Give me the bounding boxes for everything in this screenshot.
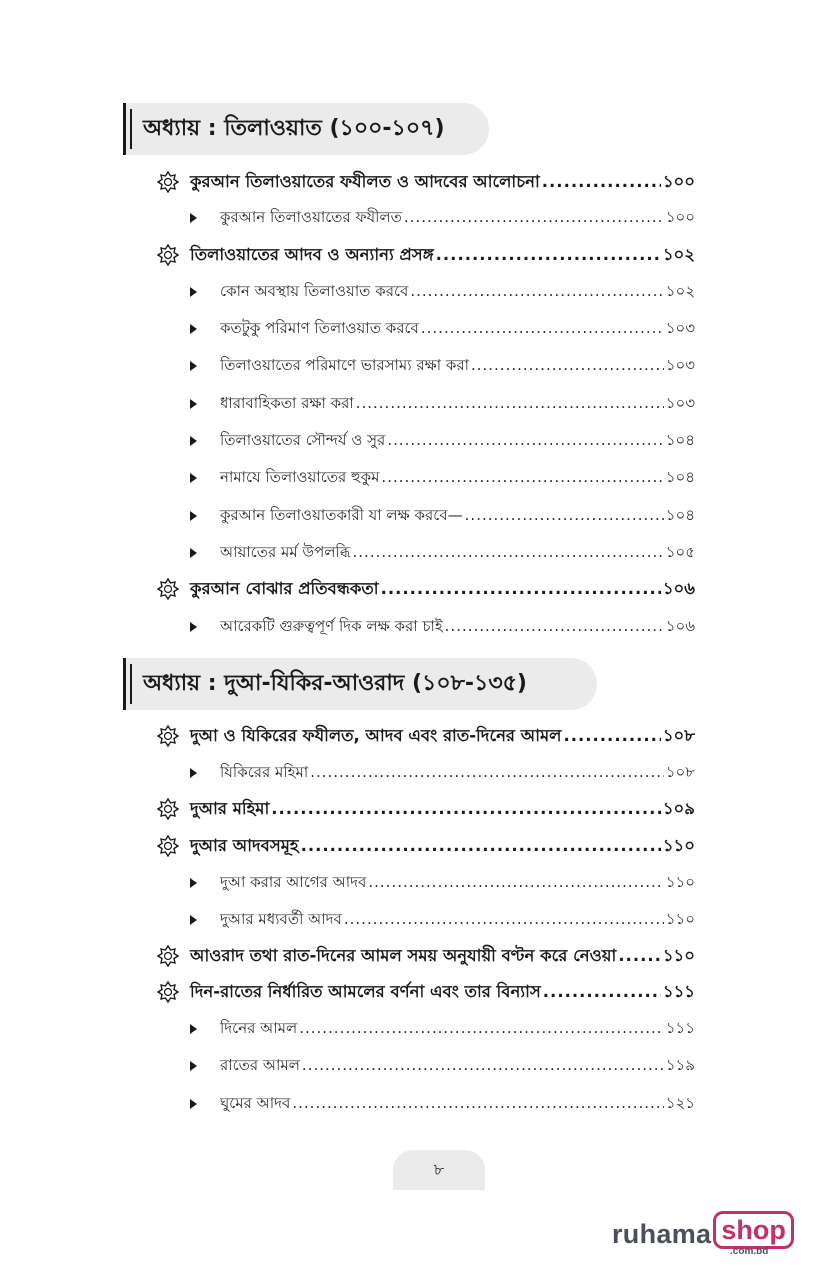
dot-leader xyxy=(353,543,664,561)
toc-entry-label: দুআ ও যিকিরের ফযীলত, আদব এবং রাত-দিনের আমল xyxy=(190,725,562,745)
brand-logo xyxy=(612,1211,794,1259)
toc-subentry[interactable] xyxy=(0,313,825,345)
toc-subentry[interactable] xyxy=(0,425,825,457)
dot-leader xyxy=(344,910,664,928)
toc-entry-label: দিন-রাতের নির্ধারিত আমলের বর্ণনা এবং তার বিন্যাস xyxy=(190,981,541,1001)
dot-leader xyxy=(302,1056,664,1074)
triangle-bullet-icon xyxy=(186,1022,200,1036)
header-bar xyxy=(130,109,132,149)
toc-subentry-label: দুআর মধ্যবর্তী আদব xyxy=(220,909,342,928)
toc-page-number: ১০২ xyxy=(662,244,695,264)
toc-page-number: ১২১ xyxy=(665,1093,695,1112)
flower-star-icon xyxy=(157,981,179,1003)
toc-subentry-label: ঘুমের আদব xyxy=(220,1093,291,1112)
toc-subentry[interactable] xyxy=(0,350,825,382)
toc-subentry[interactable] xyxy=(0,500,825,532)
toc-page-number: ১০৬ xyxy=(665,616,695,635)
triangle-bullet-icon xyxy=(186,211,200,225)
toc-page-number: ১০৪ xyxy=(665,430,695,449)
toc-page-number: ১১৯ xyxy=(665,1055,695,1074)
toc-subentry-label: নামাযে তিলাওয়াতের হুকুম xyxy=(220,467,380,486)
dot-leader xyxy=(271,799,661,818)
page-number: ৮ xyxy=(433,1159,445,1179)
toc-page-number: ১০২ xyxy=(665,281,695,300)
dot-leader xyxy=(421,319,664,337)
toc-subentry[interactable] xyxy=(0,1050,825,1082)
toc-subentry[interactable] xyxy=(0,537,825,569)
flower-star-icon xyxy=(157,171,179,193)
flower-star-icon xyxy=(157,945,179,967)
toc-entry[interactable] xyxy=(0,976,825,1008)
dot-leader xyxy=(436,245,661,264)
toc-subentry[interactable] xyxy=(0,904,825,936)
triangle-bullet-icon xyxy=(186,285,200,299)
dot-leader xyxy=(368,873,663,891)
toc-entry[interactable] xyxy=(0,793,825,825)
dot-leader xyxy=(356,394,664,412)
toc-entry-label: কুরআন তিলাওয়াতের ফযীলত ও আদবের আলোচনা xyxy=(190,171,540,191)
dot-leader xyxy=(618,946,661,965)
toc-subentry[interactable] xyxy=(0,611,825,643)
flower-star-icon xyxy=(157,244,179,266)
triangle-bullet-icon xyxy=(186,1097,200,1111)
triangle-bullet-icon xyxy=(186,913,200,927)
toc-subentry[interactable] xyxy=(0,757,825,789)
dot-leader xyxy=(387,431,663,449)
toc-entry[interactable] xyxy=(0,573,825,605)
brand-name: ruhama xyxy=(612,1219,712,1249)
dot-leader xyxy=(465,506,664,524)
chapter-title: অধ্যায় : তিলাওয়াত (১০০-১০৭) xyxy=(143,115,445,141)
dot-leader xyxy=(410,282,663,300)
toc-page-number: ১০৬ xyxy=(662,578,695,598)
flower-star-icon xyxy=(157,798,179,820)
toc-subentry[interactable] xyxy=(0,462,825,494)
chapter-title: অধ্যায় : দুআ-যিকির-আওরাদ (১০৮-১৩৫) xyxy=(143,670,527,696)
dot-leader xyxy=(404,208,664,226)
header-bar xyxy=(123,658,126,710)
toc-entry-label: দুআর আদবসমূহ xyxy=(190,835,299,855)
toc-page-number: ১১১ xyxy=(662,981,695,1001)
brand-shop-text: shop xyxy=(721,1214,786,1245)
toc-subentry-label: কুরআন তিলাওয়াতকারী যা লক্ষ করবে— xyxy=(220,505,463,524)
toc-subentry-label: কতটুকু পরিমাণ তিলাওয়াত করবে xyxy=(220,318,419,337)
header-bar xyxy=(130,664,132,704)
dot-leader xyxy=(471,356,664,374)
dot-leader xyxy=(292,1094,663,1112)
triangle-bullet-icon xyxy=(186,322,200,336)
header-bar xyxy=(123,103,126,155)
toc-subentry[interactable] xyxy=(0,867,825,899)
toc-subentry-label: রাতের আমল xyxy=(220,1055,300,1074)
toc-page-number: ১১০ xyxy=(662,945,695,965)
toc-subentry-label: আরেকটি গুরুত্বপূর্ণ দিক লক্ষ করা চাই xyxy=(220,616,443,635)
dot-leader xyxy=(563,726,660,745)
dot-leader xyxy=(310,763,664,781)
toc-entry-label: কুরআন বোঝার প্রতিবন্ধকতা xyxy=(190,578,379,598)
toc-subentry-label: কুরআন তিলাওয়াতের ফযীলত xyxy=(220,207,402,226)
toc-subentry-label: দিনের আমল xyxy=(220,1018,298,1037)
toc-page-number: ১১০ xyxy=(665,872,695,891)
brand-shop-badge xyxy=(713,1211,794,1249)
toc-subentry-label: তিলাওয়াতের সৌন্দর্য ও সুর xyxy=(220,430,386,449)
toc-page-number: ১০৩ xyxy=(665,393,695,412)
triangle-bullet-icon xyxy=(186,434,200,448)
toc-entry-label: আওরাদ তথা রাত-দিনের আমল সময় অনুযায়ী বণ্টন করে নেওয়া xyxy=(190,945,617,965)
toc-entry-label: তিলাওয়াতের আদব ও অন্যান্য প্রসঙ্গ xyxy=(190,244,434,264)
toc-entry[interactable] xyxy=(0,239,825,271)
chapter-header xyxy=(123,103,489,155)
flower-star-icon xyxy=(157,725,179,747)
page-number-tab xyxy=(393,1150,485,1190)
toc-subentry-label: কোন অবস্থায় তিলাওয়াত করবে xyxy=(220,281,409,300)
triangle-bullet-icon xyxy=(186,1059,200,1073)
chapter-header xyxy=(123,658,597,710)
toc-page-number: ১০৫ xyxy=(665,542,695,561)
flower-star-icon xyxy=(157,835,179,857)
triangle-bullet-icon xyxy=(186,546,200,560)
toc-page-number: ১০০ xyxy=(665,207,695,226)
triangle-bullet-icon xyxy=(186,766,200,780)
triangle-bullet-icon xyxy=(186,876,200,890)
toc-page-number: ১০৪ xyxy=(665,467,695,486)
flower-star-icon xyxy=(157,578,179,600)
toc-subentry[interactable] xyxy=(0,388,825,420)
triangle-bullet-icon xyxy=(186,620,200,634)
toc-page-number: ১০০ xyxy=(662,171,695,191)
triangle-bullet-icon xyxy=(186,359,200,373)
toc-entry[interactable] xyxy=(0,720,825,752)
toc-page-number: ১০৩ xyxy=(665,355,695,374)
toc-subentry-label: আয়াতের মর্ম উপলব্ধি xyxy=(220,542,351,561)
dot-leader xyxy=(542,172,661,191)
toc-subentry-label: দুআ করার আগের আদব xyxy=(220,872,367,891)
triangle-bullet-icon xyxy=(186,397,200,411)
toc-subentry[interactable] xyxy=(0,1088,825,1120)
dot-leader xyxy=(301,836,661,855)
toc-page-number: ১১১ xyxy=(665,1018,695,1037)
toc-subentry[interactable] xyxy=(0,276,825,308)
toc-entry[interactable] xyxy=(0,166,825,198)
triangle-bullet-icon xyxy=(186,471,200,485)
toc-page-number: ১০৯ xyxy=(662,798,695,818)
toc-subentry-label: যিকিরের মহিমা xyxy=(220,762,309,781)
toc-entry[interactable] xyxy=(0,940,825,972)
toc-subentry-label: ধারাবাহিকতা রক্ষা করা xyxy=(220,393,354,412)
toc-entry[interactable] xyxy=(0,830,825,862)
dot-leader xyxy=(543,982,661,1001)
dot-leader xyxy=(445,617,664,635)
toc-page-number: ১০৮ xyxy=(665,762,695,781)
toc-page-number: ১১০ xyxy=(665,909,695,928)
toc-subentry-label: তিলাওয়াতের পরিমাণে ভারসাম্য রক্ষা করা xyxy=(220,355,469,374)
toc-subentry[interactable] xyxy=(0,1013,825,1045)
toc-page-number: ১০৪ xyxy=(665,505,695,524)
toc-subentry[interactable] xyxy=(0,202,825,234)
brand-domain: .com.bd xyxy=(730,1246,769,1257)
dot-leader xyxy=(299,1019,664,1037)
toc-page-number: ১০৮ xyxy=(662,725,695,745)
toc-page-number: ১১০ xyxy=(662,835,695,855)
dot-leader xyxy=(381,579,661,598)
triangle-bullet-icon xyxy=(186,509,200,523)
toc-entry-label: দুআর মহিমা xyxy=(190,798,270,818)
dot-leader xyxy=(381,468,663,486)
toc-page-number: ১০৩ xyxy=(665,318,695,337)
